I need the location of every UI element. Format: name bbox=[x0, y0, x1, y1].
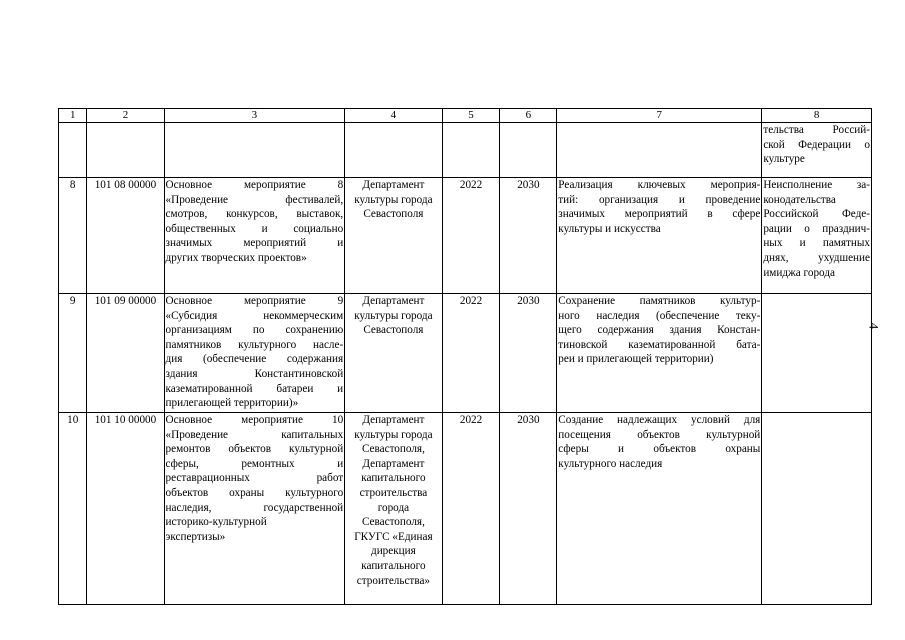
row-number: 10 bbox=[59, 413, 87, 605]
measures-table bbox=[58, 108, 872, 605]
end-year: 2030 bbox=[500, 294, 557, 413]
header-cell: 4 bbox=[345, 109, 442, 123]
end-year: 2030 bbox=[500, 178, 557, 294]
consequence bbox=[762, 123, 872, 178]
measure-name-line: «Проведение фестивалей, bbox=[165, 193, 344, 206]
measure-name-line: сферы, ремонтных и bbox=[165, 457, 344, 470]
header-row bbox=[59, 109, 872, 123]
budget-code: 101 09 00000 bbox=[87, 294, 164, 413]
consequence-line: конодательства bbox=[763, 193, 836, 206]
row-number: 8 bbox=[59, 178, 87, 294]
executor bbox=[345, 413, 442, 605]
table-row bbox=[59, 413, 872, 605]
executor bbox=[345, 123, 442, 178]
expected-result bbox=[557, 294, 762, 413]
measure-name-line: здания Константиновской bbox=[165, 367, 344, 380]
executor-line: города bbox=[377, 501, 410, 514]
expected-result-line: Сохранение памятников культур- bbox=[558, 295, 761, 307]
measure-name-line: казематированной батареи и bbox=[165, 382, 344, 395]
start-year: 2022 bbox=[442, 178, 500, 294]
consequence-line: тельства Россий- bbox=[763, 124, 870, 136]
executor-line: культуры города bbox=[354, 193, 433, 206]
start-year bbox=[442, 123, 500, 178]
executor-line: Департамент bbox=[362, 457, 425, 470]
measure-name-line: экспертизы» bbox=[165, 530, 226, 543]
executor bbox=[345, 178, 442, 294]
measure-name-line: Основное мероприятие 9 bbox=[165, 295, 344, 307]
end-year bbox=[500, 123, 557, 178]
expected-result-line: культуры и искусства bbox=[558, 222, 661, 235]
expected-result-line: сферы и объектов охраны bbox=[558, 443, 761, 456]
table-row bbox=[59, 178, 872, 294]
expected-result-line: Реализация ключевых мероприя- bbox=[558, 179, 761, 191]
expected-result-line: ного наследия (обеспечение теку- bbox=[558, 309, 761, 322]
executor-line: Севастополя, bbox=[361, 443, 425, 456]
budget-code bbox=[87, 123, 164, 178]
start-year: 2022 bbox=[442, 413, 500, 605]
measure-name-line: дия (обеспечение содержания bbox=[165, 353, 344, 366]
consequence bbox=[762, 294, 872, 413]
expected-result-line: посещения объектов культурной bbox=[558, 428, 761, 441]
expected-result-line: реи и прилегающей территории) bbox=[558, 353, 714, 366]
expected-result-line: значимых мероприятий в сфере bbox=[558, 208, 761, 221]
consequence-line: культуре bbox=[763, 153, 805, 166]
expected-result-line: тиновской казематированной бата- bbox=[558, 338, 761, 351]
measure-name bbox=[164, 178, 345, 294]
consequence-line: ных и памятных bbox=[763, 237, 870, 250]
executor-line: культуры города bbox=[354, 309, 433, 322]
expected-result-line: Создание надлежащих условий для bbox=[558, 414, 761, 426]
executor-line: дирекция bbox=[371, 545, 416, 558]
measure-name-line: Основное мероприятие 10 bbox=[165, 414, 344, 426]
measure-name bbox=[164, 294, 345, 413]
table-row bbox=[59, 123, 872, 178]
executor-line: Департамент bbox=[362, 179, 425, 191]
measure-name-line: организациям по сохранению bbox=[165, 324, 344, 337]
measure-name-line: реставрационных работ bbox=[165, 472, 344, 485]
row-number bbox=[59, 123, 87, 178]
measure-name-line: наследия, государственной bbox=[165, 501, 344, 514]
consequence-line: рации о празднич- bbox=[763, 222, 870, 235]
measure-name-line: других творческих проектов» bbox=[165, 251, 307, 264]
executor-line: Севастополя bbox=[363, 324, 424, 337]
measure-name-line: историко-культурной bbox=[165, 516, 267, 529]
budget-code: 101 08 00000 bbox=[87, 178, 164, 294]
measure-name-line: смотров, конкурсов, выставок, bbox=[165, 208, 344, 221]
consequence-line: днях, ухудшение bbox=[763, 251, 870, 264]
consequence-line: Неисполнение за- bbox=[763, 179, 870, 191]
executor-line: Департамент bbox=[362, 414, 425, 426]
executor-line: строительства» bbox=[356, 574, 431, 587]
table-row bbox=[59, 294, 872, 413]
budget-code: 101 10 00000 bbox=[87, 413, 164, 605]
header-cell: 6 bbox=[500, 109, 557, 123]
executor-line: ГКУГС «Единая bbox=[354, 530, 433, 543]
executor-line: Севастополя, bbox=[361, 516, 425, 529]
header-cell: 7 bbox=[557, 109, 762, 123]
header-cell: 5 bbox=[442, 109, 500, 123]
consequence-line: Российской Феде- bbox=[763, 208, 870, 221]
header-cell: 1 bbox=[59, 109, 87, 123]
end-year: 2030 bbox=[500, 413, 557, 605]
measure-name-line: Основное мероприятие 8 bbox=[165, 179, 344, 191]
consequence-line: ской Федерации о bbox=[763, 138, 870, 151]
measure-name-line: общественных и социально bbox=[165, 222, 344, 235]
start-year: 2022 bbox=[442, 294, 500, 413]
expected-result-line: щего содержания здания Констан- bbox=[558, 324, 761, 337]
measure-name bbox=[164, 413, 345, 605]
expected-result bbox=[557, 123, 762, 178]
measure-name-line: памятников культурного насле- bbox=[165, 338, 344, 351]
measure-name-line: значимых мероприятий и bbox=[165, 237, 344, 250]
consequence bbox=[762, 413, 872, 605]
measure-name-line: объектов охраны культурного bbox=[165, 486, 344, 499]
page-number: 4 bbox=[866, 322, 882, 330]
expected-result-line: культурного наследия bbox=[558, 457, 663, 470]
header-cell: 3 bbox=[164, 109, 345, 123]
executor-line: строительства bbox=[359, 486, 428, 499]
header-cell: 8 bbox=[762, 109, 872, 123]
executor-line: культуры города bbox=[354, 428, 433, 441]
expected-result bbox=[557, 178, 762, 294]
measure-name-line: ремонтов объектов культурной bbox=[165, 443, 344, 456]
measure-name bbox=[164, 123, 345, 178]
executor bbox=[345, 294, 442, 413]
expected-result bbox=[557, 413, 762, 605]
measure-name-line: прилегающей территории)» bbox=[165, 397, 299, 410]
measure-name-line: «Субсидия некоммерческим bbox=[165, 309, 344, 322]
executor-line: капитального bbox=[361, 559, 426, 572]
consequence-line: имиджа города bbox=[763, 266, 835, 279]
executor-line: Севастополя bbox=[363, 208, 424, 221]
consequence bbox=[762, 178, 872, 294]
measure-name-line: «Проведение капитальных bbox=[165, 428, 344, 441]
expected-result-line: тий: организация и проведение bbox=[558, 193, 761, 206]
row-number: 9 bbox=[59, 294, 87, 413]
executor-line: Департамент bbox=[362, 295, 425, 307]
header-cell: 2 bbox=[87, 109, 164, 123]
executor-line: капитального bbox=[361, 472, 426, 485]
